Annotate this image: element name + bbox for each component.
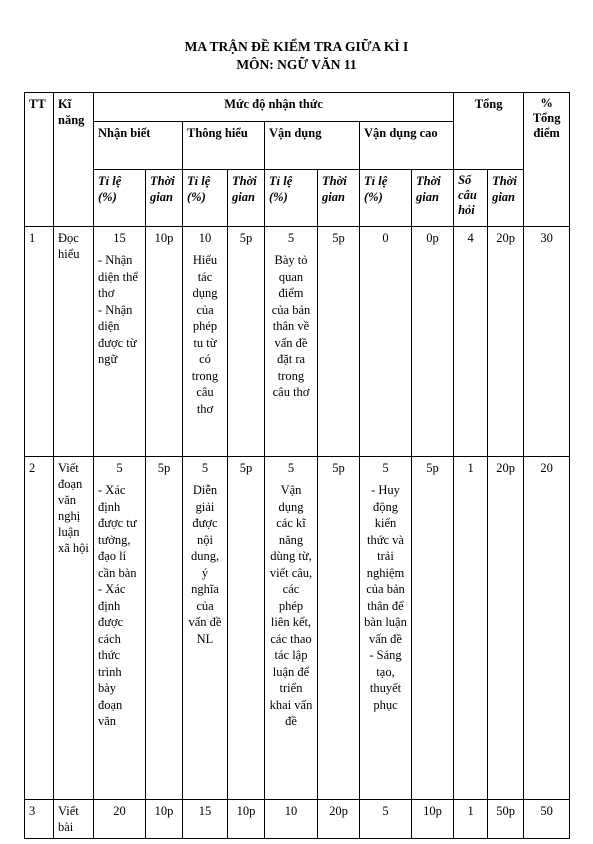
- row-total-time: 20p: [488, 227, 524, 457]
- row-vd-cell: [265, 457, 318, 800]
- row-vd-time: 20p: [318, 800, 360, 839]
- row-tt: 3: [25, 800, 54, 839]
- row-skill: Đọc hiểu: [54, 227, 94, 457]
- row-vdc-rate: 5: [360, 800, 412, 839]
- row-vd-rate: 5: [287, 461, 295, 475]
- row-percent: 30: [524, 227, 570, 457]
- row-total-time: 20p: [488, 457, 524, 800]
- header-tt: TT: [25, 93, 54, 227]
- row-th-desc: Diễn giải được nội dung, ý nghĩa của vấn đề NL: [188, 483, 222, 646]
- row-vdc-time: 5p: [412, 457, 454, 800]
- row-th-desc: Hiểu tác dụng của phép tu từ có trong câu thơ: [191, 253, 219, 416]
- row-vdc-cell: [360, 227, 412, 457]
- row-questions: 4: [454, 227, 488, 457]
- header-vdc-thoi-gian: Thời gian: [412, 170, 454, 227]
- row-vdc-time: 0p: [412, 227, 454, 457]
- header-th-ti-le: Tỉ lệ (%): [183, 170, 228, 227]
- row-vdc-rate: 5: [382, 461, 389, 475]
- row-vdc-time: 10p: [412, 800, 454, 839]
- header-so-cau-hoi: Số câu hỏi: [454, 170, 488, 227]
- row-skill: Viết đoạn văn nghị luận xã hội: [54, 457, 94, 800]
- header-nb-ti-le: Tỉ lệ (%): [94, 170, 146, 227]
- row-th-time: 5p: [228, 227, 265, 457]
- row-tt: 2: [25, 457, 54, 800]
- row-percent: 20: [524, 457, 570, 800]
- row-th-rate: 10: [198, 231, 212, 245]
- header-van-dung-cao: Vận dụng cao: [360, 122, 454, 170]
- row-nb-time: 10p: [146, 227, 183, 457]
- row-vdc-rate: 0: [382, 231, 389, 245]
- row-vd-desc: Bày tỏ quan điểm của bản thân về vấn đề đặt ra trong câu thơ: [271, 253, 311, 399]
- header-muc-do-nhan-thuc: Mức độ nhận thức: [94, 93, 454, 122]
- table-row: [25, 800, 570, 839]
- table-row: [25, 227, 570, 457]
- row-th-rate: 5: [201, 461, 209, 475]
- row-vd-time: 5p: [318, 227, 360, 457]
- row-th-time: 10p: [228, 800, 265, 839]
- row-skill: Viết bài: [54, 800, 94, 839]
- row-nb-cell: [94, 457, 146, 800]
- row-th-time: 5p: [228, 457, 265, 800]
- header-row-1: [25, 93, 570, 122]
- header-th-thoi-gian: Thời gian: [228, 170, 265, 227]
- row-nb-time: 10p: [146, 800, 183, 839]
- row-questions: 1: [454, 457, 488, 800]
- table-row: [25, 457, 570, 800]
- row-nb-rate: 5: [116, 461, 123, 475]
- row-nb-rate: 20: [94, 800, 146, 839]
- row-nb-rate: 15: [113, 231, 126, 245]
- header-van-dung: Vận dụng: [265, 122, 360, 170]
- row-total-time: 50p: [488, 800, 524, 839]
- row-questions: 1: [454, 800, 488, 839]
- header-vd-ti-le: Tỉ lệ (%): [265, 170, 318, 227]
- header-ki-nang: Kĩ năng: [54, 93, 94, 227]
- header-row-3: [25, 170, 570, 227]
- header-thong-hieu: Thông hiểu: [183, 122, 265, 170]
- row-vd-rate: 10: [265, 800, 318, 839]
- header-vdc-ti-le: Tỉ lệ (%): [360, 170, 412, 227]
- row-vd-desc: Vận dụng các kĩ năng dùng từ, viết câu, các phép liên kết, các thao tác lập luận để triển khai vấn đề: [269, 483, 313, 728]
- row-percent: 50: [524, 800, 570, 839]
- row-nb-cell: [94, 227, 146, 457]
- subject-title: MÔN: NGỮ VĂN 11: [236, 57, 357, 72]
- row-vdc-cell: [360, 457, 412, 800]
- row-th-cell: [183, 227, 228, 457]
- row-vd-time: 5p: [318, 457, 360, 800]
- header-pct-tong-diem: % Tổng điểm: [524, 93, 570, 227]
- row-vd-rate: 5: [287, 231, 295, 245]
- row-th-cell: [183, 457, 228, 800]
- row-nb-desc: - Nhận diện thể thơ - Nhận diện được từ ngữ: [98, 253, 138, 366]
- header-vd-thoi-gian: Thời gian: [318, 170, 360, 227]
- document-header: [0, 38, 593, 74]
- document-title: MA TRẬN ĐỀ KIỂM TRA GIỮA KÌ I: [184, 39, 409, 54]
- header-nhan-biet: Nhận biết: [94, 122, 183, 170]
- header-tong-thoi-gian: Thời gian: [488, 170, 524, 227]
- header-tong: Tổng: [454, 93, 524, 170]
- row-nb-desc: - Xác định được tư tưởng, đạo lí cần bàn - Xác định được cách thức trình bày đoạn văn: [98, 483, 137, 728]
- header-nb-thoi-gian: Thời gian: [146, 170, 183, 227]
- row-nb-time: 5p: [146, 457, 183, 800]
- row-tt: 1: [25, 227, 54, 457]
- row-vd-cell: [265, 227, 318, 457]
- row-th-rate: 15: [183, 800, 228, 839]
- row-vdc-desc: - Huy động kiến thức và trải nghiệm của bản thân để bàn luận vấn đề - Sáng tạo, thuyết phục: [364, 483, 407, 712]
- assessment-matrix-table: [24, 92, 570, 839]
